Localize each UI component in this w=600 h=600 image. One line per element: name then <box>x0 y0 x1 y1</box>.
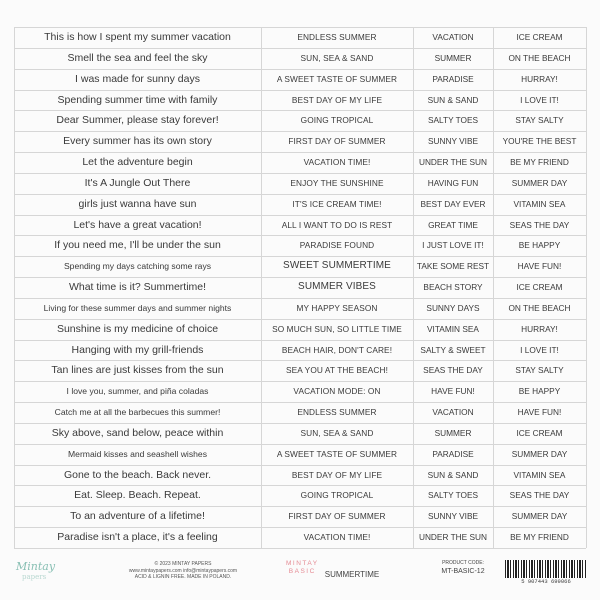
sticker-phrase: Let the adventure begin <box>82 156 193 169</box>
sticker-title: ALL I WANT TO DO IS REST <box>281 219 393 230</box>
row-divider <box>14 69 586 70</box>
sticker-short: BE HAPPY <box>518 240 561 251</box>
sticker-phrase: Paradise isn't a place, it's a feeling <box>57 531 218 544</box>
sticker-phrase: girls just wanna have sun <box>78 197 197 210</box>
sticker-row <box>14 69 586 89</box>
logo-subtext: papers <box>22 573 47 581</box>
row-divider <box>14 277 586 278</box>
sticker-row <box>14 27 586 47</box>
sticker-word: SUMMER <box>434 52 472 63</box>
sticker-short: HAVE FUN! <box>517 261 562 272</box>
product-code <box>428 560 498 575</box>
sticker-word: SALTY & SWEET <box>420 344 486 355</box>
row-divider <box>14 194 586 195</box>
sticker-title: SEA YOU AT THE BEACH! <box>285 365 388 376</box>
sticker-short: SUMMER DAY <box>511 177 568 188</box>
sticker-word: HAVE FUN! <box>431 386 475 397</box>
product-code-label: PRODUCT CODE: <box>442 560 484 566</box>
sticker-word: SALTY TOES <box>427 490 479 501</box>
row-divider <box>14 131 586 132</box>
sticker-phrase: Eat. Sleep. Beach. Repeat. <box>74 489 201 502</box>
copyright-text: © 2023 MINTAY PAPERS <box>154 561 212 567</box>
row-divider <box>14 256 586 257</box>
row-divider <box>14 152 586 153</box>
column-divider <box>261 27 262 548</box>
sticker-short: ICE CREAM <box>516 32 563 42</box>
sticker-phrase: Let's have a great vacation! <box>73 218 202 231</box>
sticker-title: A SWEET TASTE OF SUMMER <box>276 73 398 84</box>
sticker-word: SUNNY VIBE <box>427 511 479 522</box>
sticker-short: HURRAY! <box>521 323 558 334</box>
sticker-phrase: Spending summer time with family <box>57 93 218 106</box>
barcode-number: 5 907443 699066 <box>521 578 571 585</box>
sticker-row <box>14 215 586 235</box>
sticker-word: PARADISE <box>432 448 474 459</box>
sticker-word: SUNNY DAYS <box>426 302 480 313</box>
row-divider <box>14 27 586 28</box>
sticker-row <box>14 444 586 464</box>
sticker-row <box>14 402 586 422</box>
sticker-title: BEACH HAIR, DON'T CARE! <box>281 344 393 355</box>
sticker-word: TAKE SOME REST <box>416 261 490 272</box>
sticker-row <box>14 173 586 193</box>
row-divider <box>14 465 586 466</box>
sticker-row <box>14 319 586 339</box>
sticker-phrase: Every summer has its own story <box>63 135 212 148</box>
brand-line-2: BASIC <box>288 568 316 575</box>
sticker-phrase: This is how I spent my summer vacation <box>44 31 231 43</box>
sticker-phrase: Catch me at all the barbecues this summer! <box>54 407 221 418</box>
row-divider <box>14 402 586 403</box>
sticker-phrase: Living for these summer days and summer nights <box>43 302 232 313</box>
row-divider <box>14 173 586 174</box>
sticker-row <box>14 360 586 380</box>
barcode-bars <box>505 560 587 578</box>
sticker-row <box>14 235 586 255</box>
sticker-phrase: If you need me, I'll be under the sun <box>54 239 221 252</box>
sticker-word: HAVING FUN <box>427 177 479 188</box>
row-divider <box>14 298 586 299</box>
sticker-row <box>14 152 586 172</box>
sticker-short: YOU'RE THE BEST <box>502 136 577 147</box>
barcode <box>505 560 587 584</box>
sticker-title: VACATION TIME! <box>303 532 371 543</box>
sticker-sheet <box>14 27 586 548</box>
row-divider <box>14 110 586 111</box>
sticker-short: ICE CREAM <box>516 427 563 438</box>
sticker-word: SUMMER <box>434 427 472 438</box>
sticker-phrase: Sunshine is my medicine of choice <box>56 322 219 335</box>
sticker-phrase: Gone to the beach. Back never. <box>63 468 212 481</box>
sticker-row <box>14 256 586 276</box>
sticker-short: HURRAY! <box>521 73 558 84</box>
sticker-row <box>14 506 586 526</box>
sticker-phrase: Sky above, sand below, peace within <box>51 426 224 439</box>
sticker-phrase: Mermaid kisses and seashell wishes <box>68 448 207 459</box>
sticker-phrase: Smell the sea and feel the sky <box>67 51 208 64</box>
sticker-row <box>14 527 586 547</box>
sticker-word: SUNNY VIBE <box>427 136 479 147</box>
sticker-phrase: Tan lines are just kisses from the sun <box>51 364 224 377</box>
sticker-title: SUMMER VIBES <box>298 281 376 293</box>
sticker-title: FIRST DAY OF SUMMER <box>288 136 386 147</box>
row-divider <box>14 360 586 361</box>
sticker-word: VITAMIN SEA <box>427 323 479 334</box>
sticker-phrase: I was made for sunny days <box>75 72 200 85</box>
row-divider <box>14 485 586 486</box>
sticker-short: ON THE BEACH <box>508 302 571 313</box>
sticker-short: SUMMER DAY <box>511 511 568 522</box>
sticker-row <box>14 298 586 318</box>
sticker-title: MY HAPPY SEASON <box>296 302 378 313</box>
sticker-word: BEACH STORY <box>423 282 483 293</box>
row-divider <box>14 48 586 49</box>
sticker-title: A SWEET TASTE OF SUMMER <box>276 448 398 459</box>
sticker-short: ON THE BEACH <box>508 52 571 63</box>
row-divider <box>14 235 586 236</box>
row-divider <box>14 506 586 507</box>
row-divider <box>14 215 586 216</box>
row-divider <box>14 444 586 445</box>
sticker-row <box>14 110 586 130</box>
logo-text: Mintay <box>16 560 56 573</box>
sticker-title: BEST DAY OF MY LIFE <box>291 469 383 480</box>
sticker-title: IT'S ICE CREAM TIME! <box>292 198 382 209</box>
sticker-row <box>14 277 586 297</box>
sticker-short: STAY SALTY <box>515 115 564 126</box>
sticker-short: SEAS THE DAY <box>509 490 570 501</box>
sticker-short: VITAMIN SEA <box>513 469 566 480</box>
sticker-short: HAVE FUN! <box>517 407 562 418</box>
sticker-word: VACATION <box>432 407 474 418</box>
sticker-row <box>14 340 586 360</box>
sticker-short: ICE CREAM <box>516 282 563 293</box>
sticker-word: SALTY TOES <box>427 115 479 126</box>
sticker-short: BE MY FRIEND <box>510 157 569 168</box>
sticker-row <box>14 381 586 401</box>
sticker-word: PARADISE <box>432 73 474 84</box>
sticker-word: SUN & SAND <box>427 469 479 480</box>
sticker-phrase: I love you, summer, and piña coladas <box>66 386 209 397</box>
row-divider <box>14 319 586 320</box>
sticker-row <box>14 423 586 443</box>
sticker-short: I LOVE IT! <box>520 94 559 105</box>
sticker-phrase: Spending my days catching some rays <box>63 261 212 272</box>
footer <box>0 556 600 600</box>
sticker-short: BE HAPPY <box>518 386 561 397</box>
sticker-short: SEAS THE DAY <box>509 219 570 230</box>
sticker-word: GREAT TIME <box>428 219 478 230</box>
sticker-title: VACATION MODE: ON <box>293 386 381 397</box>
sticker-phrase: What time is it? Summertime! <box>68 281 207 294</box>
sticker-phrase: Dear Summer, please stay forever! <box>56 114 219 127</box>
sticker-short: VITAMIN SEA <box>513 198 566 209</box>
sticker-title: ENJOY THE SUNSHINE <box>290 177 384 188</box>
sticker-title: FIRST DAY OF SUMMER <box>288 511 386 522</box>
sticker-row <box>14 48 586 68</box>
sticker-title: SUN, SEA & SAND <box>300 427 374 438</box>
sticker-short: BE MY FRIEND <box>510 532 569 543</box>
column-divider <box>586 27 587 548</box>
sticker-title: SO MUCH SUN, SO LITTLE TIME <box>272 323 402 334</box>
sticker-row <box>14 90 586 110</box>
sticker-short: STAY SALTY <box>515 365 564 376</box>
sticker-title: BEST DAY OF MY LIFE <box>291 94 383 105</box>
sticker-row <box>14 194 586 214</box>
sticker-word: BEST DAY EVER <box>420 198 486 209</box>
sticker-phrase: It's A Jungle Out There <box>84 176 191 189</box>
sticker-title: SWEET SUMMERTIME <box>283 260 391 272</box>
row-divider <box>14 381 586 382</box>
column-divider <box>413 27 414 548</box>
sticker-title: ENDLESS SUMMER <box>297 32 377 42</box>
sticker-short: I LOVE IT! <box>520 344 559 355</box>
product-code-value: MT-BASIC-12 <box>441 568 485 575</box>
brand-line-1: MINTAY <box>286 560 319 567</box>
sticker-title: GOING TROPICAL <box>300 115 374 126</box>
sticker-word: SUN & SAND <box>427 94 479 105</box>
sticker-title: PARADISE FOUND <box>299 240 375 251</box>
sticker-title: VACATION TIME! <box>303 157 371 168</box>
sticker-word: I JUST LOVE IT! <box>422 240 484 251</box>
sticker-phrase: Hanging with my grill-friends <box>71 343 204 356</box>
mintay-logo <box>16 562 55 582</box>
sticker-row <box>14 131 586 151</box>
sticker-title: SUN, SEA & SAND <box>300 52 374 63</box>
acid-note: ACID & LIGNIN FREE. MADE IN POLAND. <box>134 574 232 580</box>
row-divider <box>14 90 586 91</box>
sticker-word: UNDER THE SUN <box>418 532 488 543</box>
row-divider <box>14 527 586 528</box>
sticker-row <box>14 485 586 505</box>
sticker-short: SUMMER DAY <box>511 448 568 459</box>
series-name: SUMMERTIME <box>324 570 380 579</box>
row-divider <box>14 548 586 549</box>
sticker-phrase: To an adventure of a lifetime! <box>70 510 205 523</box>
sticker-row <box>14 465 586 485</box>
column-divider <box>14 27 15 548</box>
sticker-word: VACATION <box>432 32 474 42</box>
row-divider <box>14 423 586 424</box>
sticker-word: SEAS THE DAY <box>423 365 483 376</box>
website-text: www.mintaypapers.com info@mintaypapers.com <box>128 567 238 574</box>
copyright-block <box>108 561 258 581</box>
column-divider <box>493 27 494 548</box>
sticker-title: ENDLESS SUMMER <box>297 407 377 418</box>
row-divider <box>14 340 586 341</box>
sticker-title: GOING TROPICAL <box>300 490 374 501</box>
sticker-word: UNDER THE SUN <box>418 157 488 168</box>
